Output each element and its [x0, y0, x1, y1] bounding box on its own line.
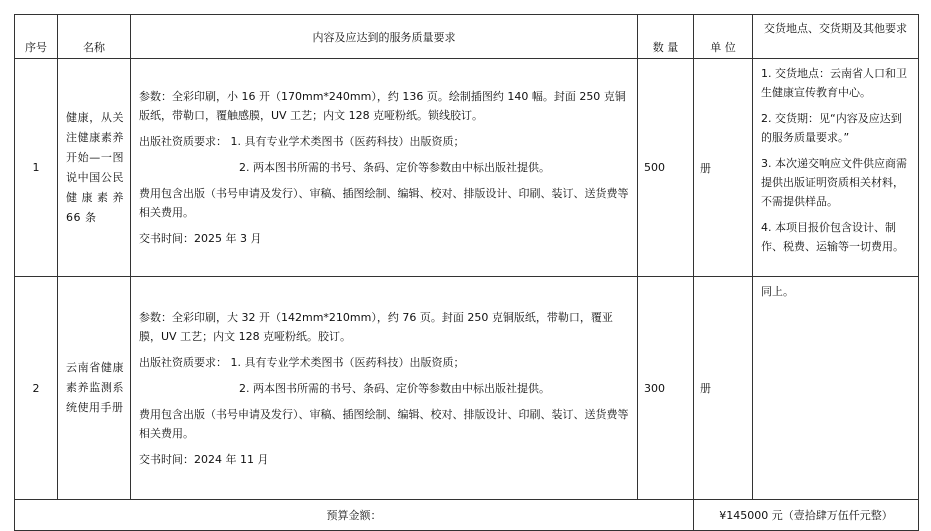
row-index: 2: [15, 277, 58, 500]
content-publisher-req-2: 2. 两本图书所需的书号、条码、定价等参数由中标出版社提供。: [239, 381, 550, 395]
content-params: 参数：全彩印刷，大 32 开（142mm*210mm），约 76 页。封面 250 克铜版纸，带勒口，覆亚膜，UV 工艺；内文 128 克哑粉纸。胶订。: [139, 310, 613, 343]
budget-label: 预算金额：: [15, 500, 694, 531]
table-row: [15, 277, 919, 500]
row-unit: 册: [694, 59, 753, 277]
header-content: 内容及应达到的服务质量要求: [131, 15, 638, 59]
content-publisher-req-1: 出版社资质要求： 1. 具有专业学术类图书（医药科技）出版资质；: [139, 355, 465, 369]
header-name: 名称: [58, 15, 131, 59]
header-row: [15, 15, 919, 59]
content-publisher-req-1: 出版社资质要求： 1. 具有专业学术类图书（医药科技）出版资质；: [139, 135, 465, 148]
content-fees: 费用包含出版（书号申请及发行）、审稿、插图绘制、编辑、校对、排版设计、印刷、装订、送货费等相关费用。: [139, 187, 629, 219]
procurement-table-container: [14, 14, 919, 531]
content-due-date: 交书时间：2025 年 3 月: [139, 232, 262, 245]
row-content: [131, 277, 638, 500]
row-unit: 册: [694, 277, 753, 500]
content-due-date: 交书时间：2024 年 11 月: [139, 452, 269, 466]
delivery-item: 1. 交货地点：云南省人口和卫生健康宣传教育中心。: [761, 67, 907, 99]
row-delivery: [753, 277, 919, 500]
row-quantity: 500: [638, 59, 694, 277]
delivery-item: 4. 本项目报价包含设计、制作、税费、运输等一切费用。: [761, 221, 904, 253]
total-row: [15, 500, 919, 531]
delivery-item: 2. 交货期：见“内容及应达到的服务质量要求。”: [761, 112, 902, 144]
row-content: [131, 59, 638, 277]
header-quantity: 数 量: [638, 15, 694, 59]
delivery-item: 3. 本次递交响应文件供应商需提供出版证明资质相关材料，不需提供样品。: [761, 157, 907, 208]
header-delivery: 交货地点、交货期及其他要求: [753, 15, 919, 59]
row-delivery: [753, 59, 919, 277]
table-row: [15, 59, 919, 277]
content-publisher-req-2: 2. 两本图书所需的书号、条码、定价等参数由中标出版社提供。: [239, 161, 550, 174]
row-name: 云南省健康素养监测系统使用手册: [58, 277, 131, 500]
row-quantity: 300: [638, 277, 694, 500]
row-name: 健康，从关注健康素养开始—一图说中国公民健康素养 66 条: [58, 59, 131, 277]
row-index: 1: [15, 59, 58, 277]
content-params: 参数：全彩印刷，小 16 开（170mm*240mm），约 136 页。绘制插图约 140 幅。封面 250 克铜版纸，带勒口，覆触感膜，UV 工艺；内文 128 克哑粉纸。锁线胶订。: [139, 90, 626, 122]
content-fees: 费用包含出版（书号申请及发行）、审稿、插图绘制、编辑、校对、排版设计、印刷、装订、送货费等相关费用。: [139, 407, 629, 440]
delivery-item: 同上。: [761, 285, 794, 298]
header-index: 序号: [15, 15, 58, 59]
budget-amount: ¥145000 元（壹拾肆万伍仟元整）: [694, 500, 919, 531]
procurement-table: [14, 14, 919, 531]
header-unit: 单 位: [694, 15, 753, 59]
